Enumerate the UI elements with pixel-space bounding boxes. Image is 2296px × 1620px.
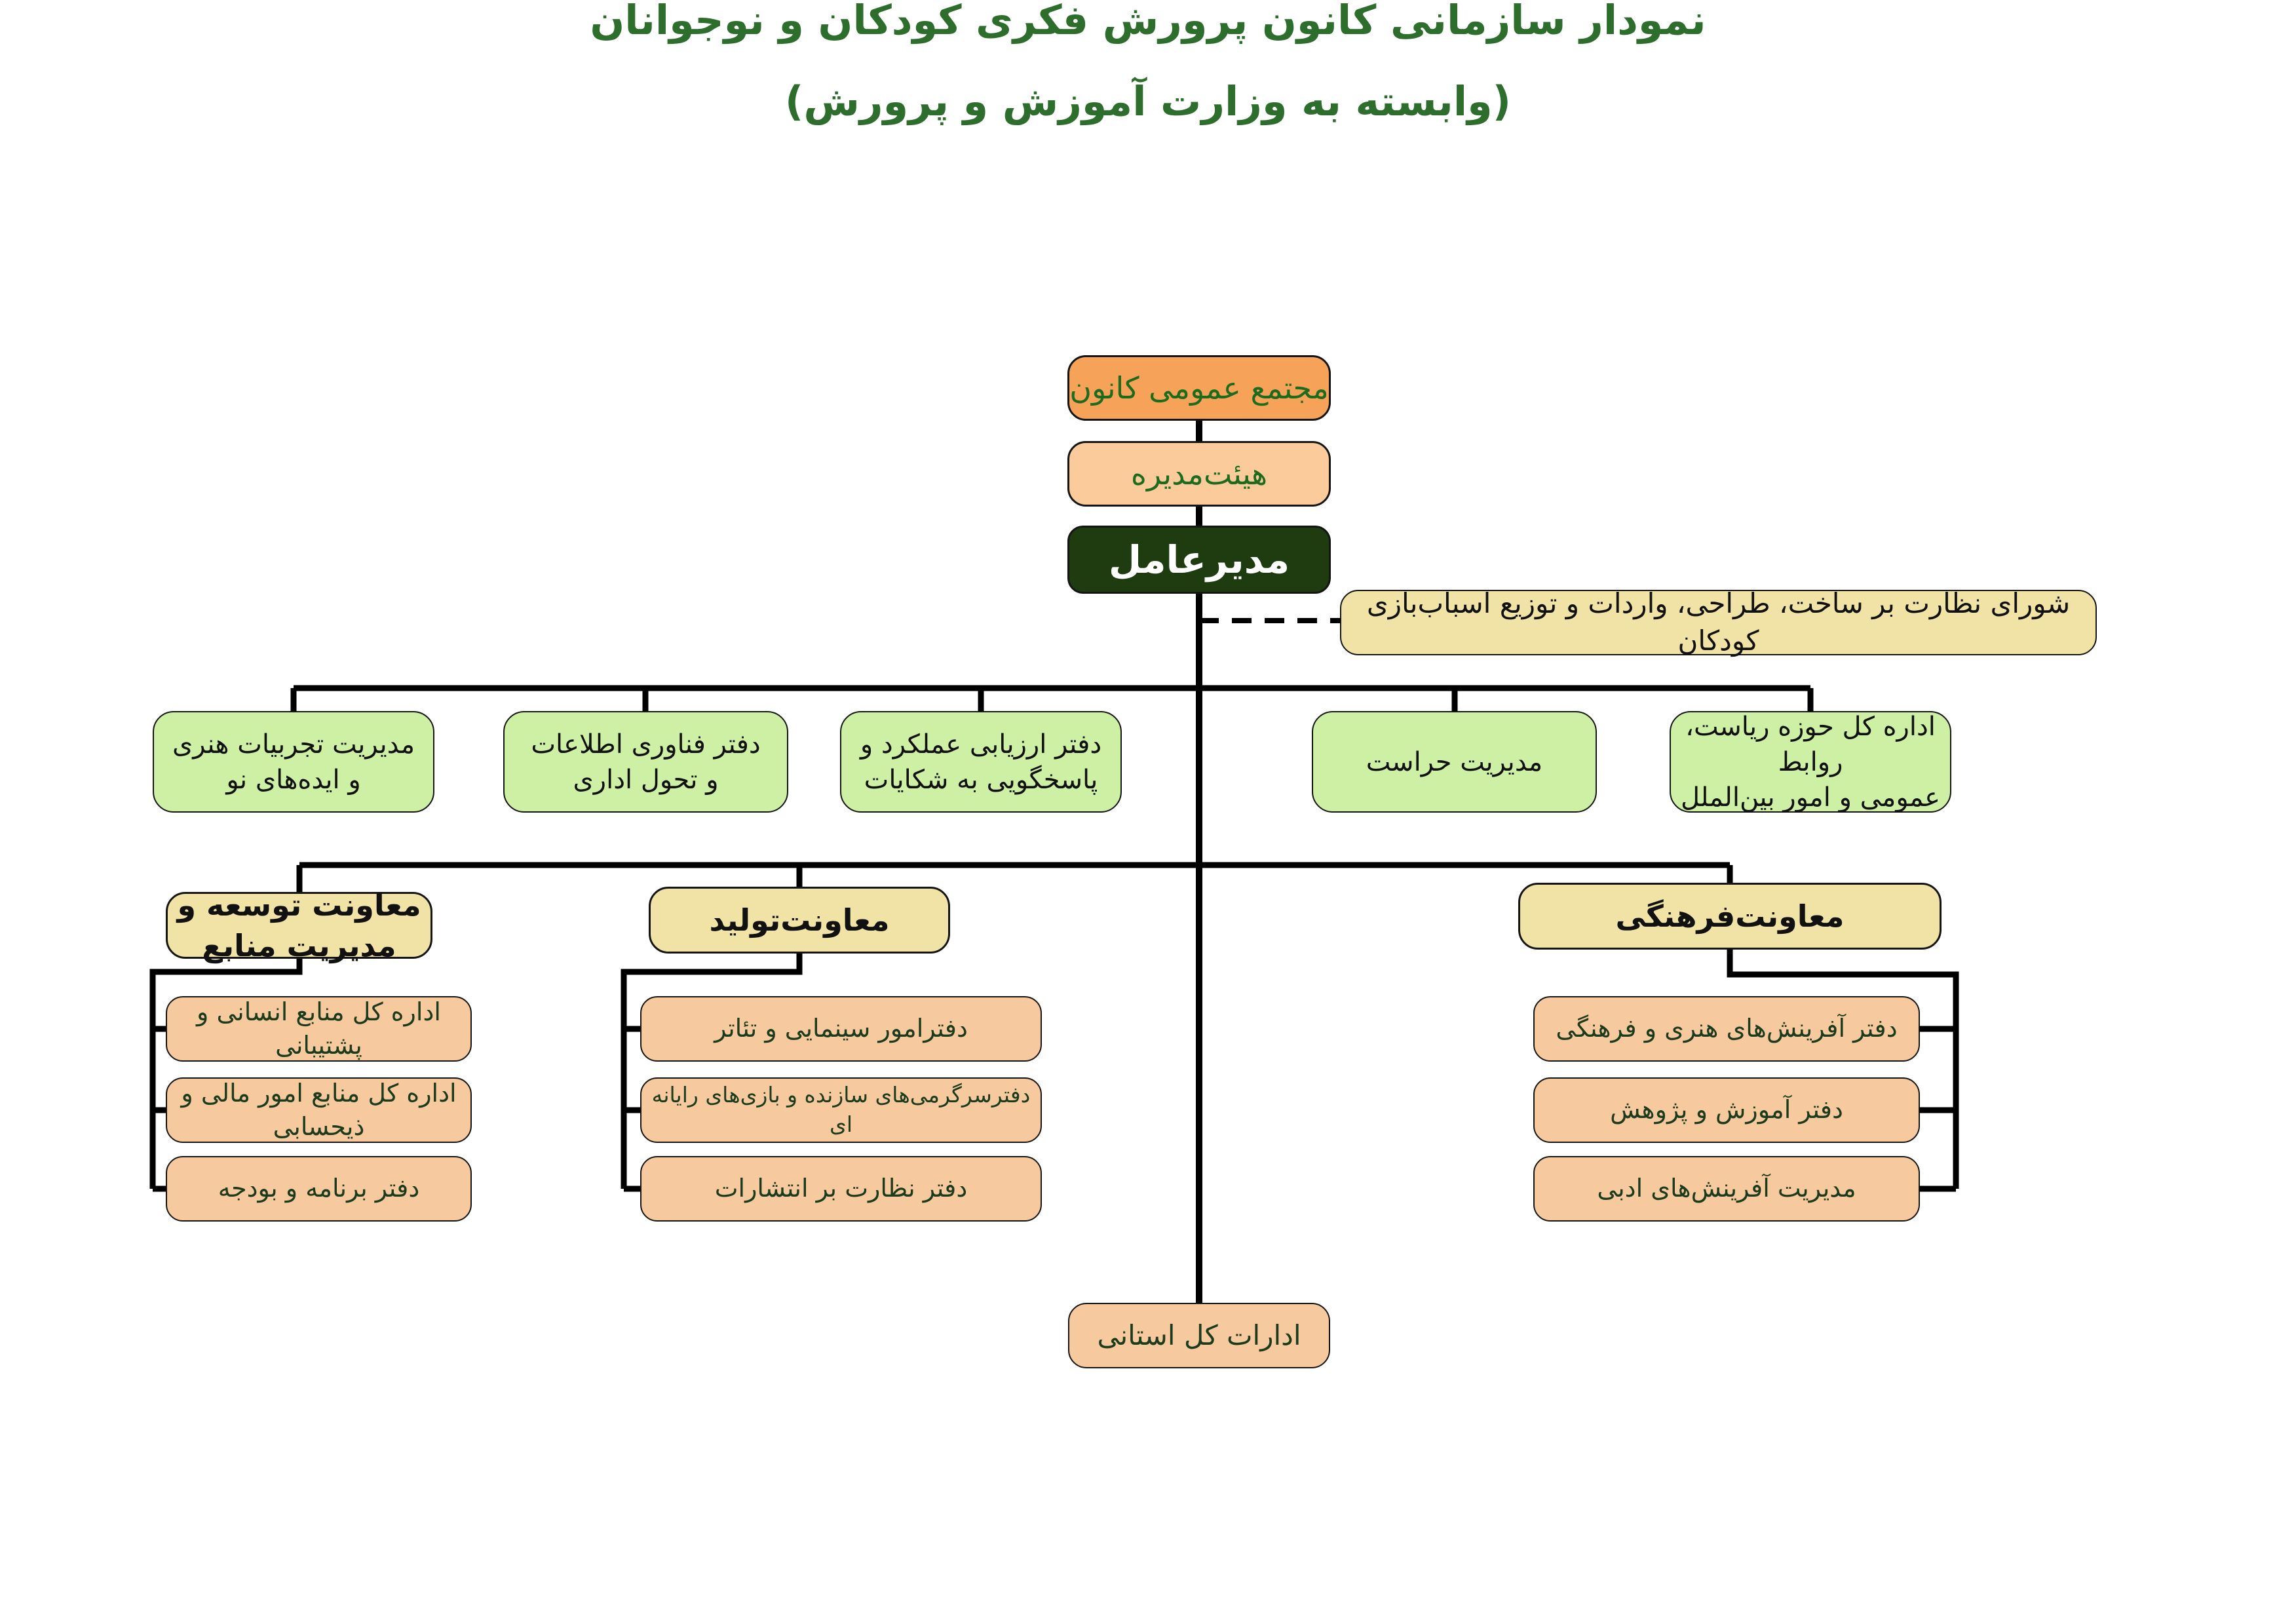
- staff-label-line2: و تحول اداری: [573, 764, 719, 795]
- chart-title-line2: (وابسته به وزارت آموزش و پرورش): [785, 77, 1511, 125]
- chart-title-line1: نمودار سازمانی کانون پرورش فکری کودکان و نوجوانان: [590, 0, 1706, 44]
- node-deputy-cultural: معاونت‌فرهنگی: [1518, 883, 1942, 950]
- node-office-literary-creations: مدیریت آفرینش‌های ادبی: [1533, 1156, 1920, 1222]
- node-deputy-production: معاونت‌تولید: [649, 887, 950, 954]
- node-office-artistic-cultural-creations: دفتر آفرینش‌های هنری و فرهنگی: [1533, 996, 1920, 1062]
- node-board-of-directors: هیئت‌مدیره: [1067, 441, 1331, 507]
- node-staff-it-office: [503, 711, 788, 813]
- staff-label-line2: عمومی و امور بین‌الملل: [1681, 782, 1941, 813]
- node-staff-artistic-experiences: [153, 711, 434, 813]
- node-office-cinema-theater: دفترامور سینمایی و تئاتر: [640, 996, 1042, 1062]
- node-office-plan-budget: دفتر برنامه و بودجه: [166, 1156, 472, 1222]
- node-office-publications-supervision: دفتر نظارت بر انتشارات: [640, 1156, 1042, 1222]
- staff-label-line1: اداره کل حوزه ریاست، روابط: [1685, 711, 1936, 777]
- node-staff-performance-evaluation: [840, 711, 1122, 813]
- chart-title: [0, 0, 2296, 125]
- staff-label-line2: و ایده‌های نو: [226, 764, 361, 795]
- staff-label-line1: مدیریت حراست: [1366, 746, 1543, 777]
- node-toy-supervision-council: شورای نظارت بر ساخت، طراحی، واردات و توزیع اسباب‌بازی کودکان: [1340, 590, 2097, 655]
- staff-label-line1: مدیریت تجربیات هنری: [172, 729, 415, 760]
- staff-label-line1: دفتر فناوری اطلاعات: [531, 729, 761, 760]
- staff-label-line1: دفتر ارزیابی عملکرد و: [860, 729, 1102, 760]
- node-staff-security: [1312, 711, 1597, 813]
- node-provincial-offices: ادارات کل استانی: [1068, 1303, 1330, 1368]
- node-office-education-research: دفتر آموزش و پژوهش: [1533, 1077, 1920, 1143]
- node-general-assembly: مجتمع عمومی کانون: [1067, 355, 1331, 421]
- node-staff-presidency-office: [1670, 711, 1951, 813]
- node-office-human-resources: اداره کل منابع انسانی و پشتیبانی: [166, 996, 472, 1062]
- node-deputy-development-resources: معاونت توسعه و مدیریت منابع: [166, 892, 432, 959]
- node-office-financial-affairs: اداره کل منابع امور مالی و ذیحسابی: [166, 1077, 472, 1143]
- node-managing-director: مدیرعامل: [1067, 526, 1331, 594]
- node-office-constructive-games: دفترسرگرمی‌های سازنده و بازی‌های رایانه ای: [640, 1077, 1042, 1143]
- staff-label-line2: پاسخگویی به شکایات: [864, 764, 1098, 795]
